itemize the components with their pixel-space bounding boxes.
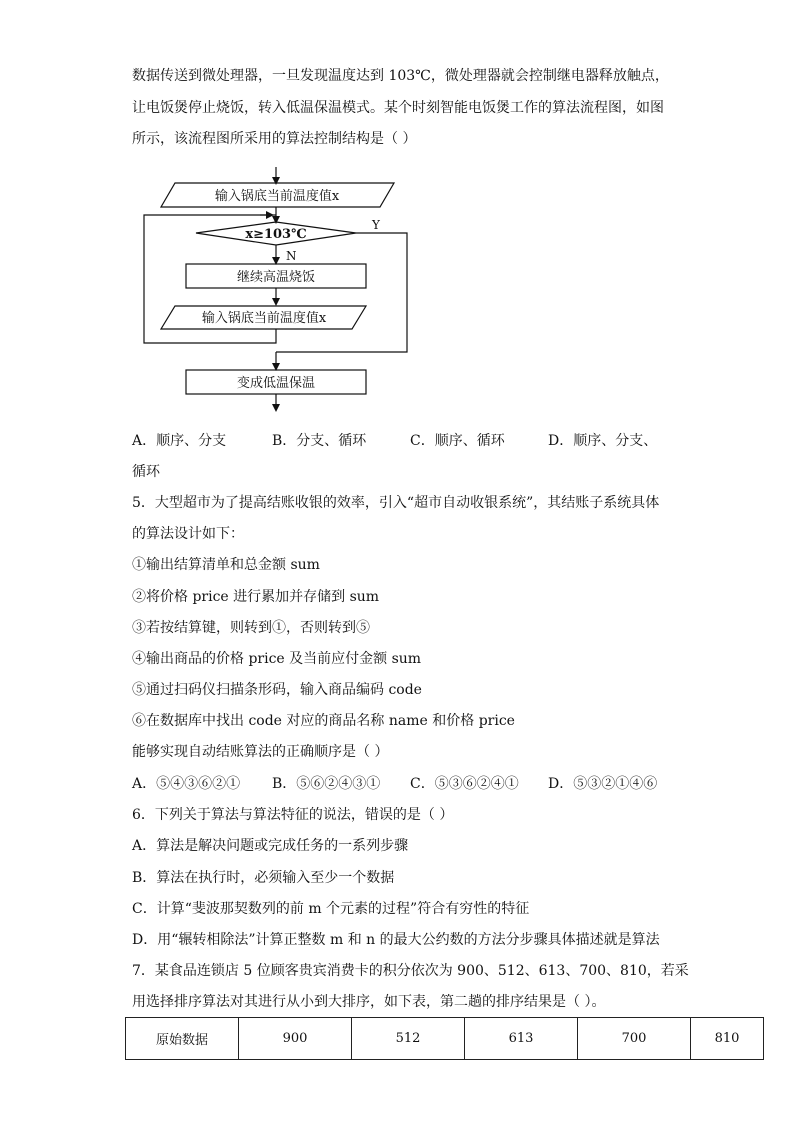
- q5-option-d: D．⑤③②①④⑥: [548, 776, 658, 792]
- q6-stem: 6．下列关于算法与算法特征的说法，错误的是（ ）: [132, 807, 454, 823]
- q5-step-6: ⑥在数据库中找出 code 对应的商品名称 name 和价格 price: [132, 713, 515, 729]
- flowchart: [140, 165, 420, 415]
- table-cell: 512: [352, 1018, 465, 1060]
- intro-line-2: 让电饭煲停止烧饭，转入低温保温模式。某个时刻智能电饭煲工作的算法流程图，如图: [132, 100, 664, 116]
- q7-stem-1: 7．某食品连锁店 5 位顾客贵宾消费卡的积分依次为 900、512、613、700、810，若采: [132, 963, 689, 979]
- q5-step-4: ④输出商品的价格 price 及当前应付金额 sum: [132, 651, 422, 667]
- q4-option-c: C．顺序、循环: [410, 433, 505, 449]
- q5-step-5: ⑤通过扫码仪扫描条形码，输入商品编码 code: [132, 682, 422, 698]
- q6-option-b: B．算法在执行时，必须输入至少一个数据: [132, 870, 395, 886]
- q5-ask: 能够实现自动结账算法的正确顺序是（ ）: [132, 744, 389, 760]
- process-text: 继续高温烧饭: [236, 270, 316, 285]
- q5-step-2: ②将价格 price 进行累加并存储到 sum: [132, 589, 380, 605]
- q5-stem-2: 的算法设计如下：: [132, 526, 244, 542]
- q5-stem-1: 5．大型超市为了提高结账收银的效率，引入“超市自动收银系统”，其结账子系统具体: [132, 495, 660, 511]
- table-cell: 700: [578, 1018, 691, 1060]
- table-cell: 900: [239, 1018, 352, 1060]
- input-1-text: 输入锅底当前温度值x: [214, 189, 340, 204]
- table-cell: 810: [691, 1018, 764, 1060]
- q6-option-d: D．用“辗转相除法”计算正整数 m 和 n 的最大公约数的方法分步骤具体描述就是算法: [132, 932, 660, 948]
- q5-option-c: C．⑤③⑥②④①: [410, 776, 519, 792]
- q4-option-a: A．顺序、分支: [132, 433, 227, 449]
- intro-line-1: 数据传送到微处理器，一旦发现温度达到 103℃，微处理器就会控制继电器释放触点，: [132, 68, 669, 84]
- intro-line-3: 所示，该流程图所采用的算法控制结构是（ ）: [132, 131, 417, 147]
- input-2-text: 输入锅底当前温度值x: [201, 311, 327, 326]
- q4-option-b: B．分支、循环: [272, 433, 367, 449]
- q5-step-3: ③若按结算键，则转到①，否则转到⑤: [132, 620, 370, 636]
- q6-option-c: C．计算“斐波那契数列的前 m 个元素的过程”符合有穷性的特征: [132, 901, 530, 917]
- q4-option-d-cont: 循环: [132, 464, 160, 480]
- table-cell: 613: [465, 1018, 578, 1060]
- q5-option-a: A．⑤④③⑥②①: [132, 776, 241, 792]
- yes-label: Y: [372, 218, 380, 232]
- table-row: [126, 1018, 764, 1060]
- sort-table: [125, 1017, 764, 1060]
- q7-stem-2: 用选择排序算法对其进行从小到大排序，如下表，第二趟的排序结果是（ ）。: [132, 994, 606, 1010]
- q4-option-d: D．顺序、分支、: [548, 433, 658, 449]
- condition-text: x≥103℃: [245, 227, 307, 242]
- q5-option-b: B．⑤⑥②④③①: [272, 776, 381, 792]
- no-label: N: [286, 249, 297, 263]
- q6-option-a: A．算法是解决问题或完成任务的一系列步骤: [132, 838, 409, 854]
- table-label-cell: 原始数据: [126, 1018, 239, 1060]
- end-text: 变成低温保温: [236, 376, 316, 391]
- q5-step-1: ①输出结算清单和总金额 sum: [132, 557, 320, 573]
